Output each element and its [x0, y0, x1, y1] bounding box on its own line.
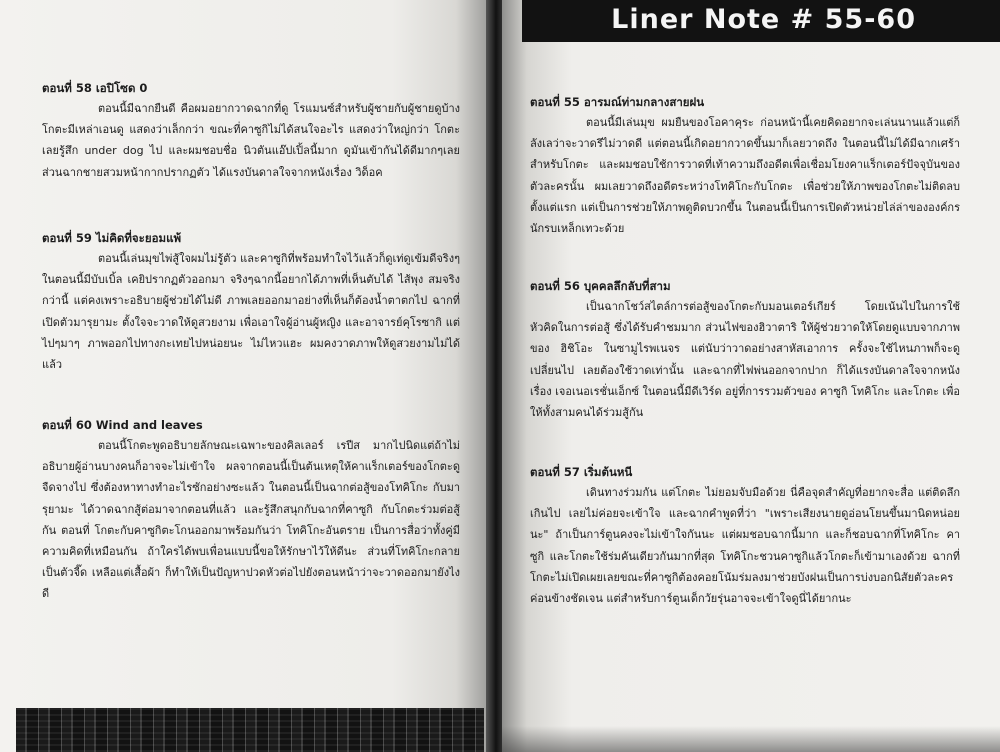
- section-title: ตอนที่ 57 เริ่มต้นหนี: [530, 465, 633, 479]
- section-title: ตอนที่ 55 อารมณ์ท่ามกลางสายฝน: [530, 95, 705, 109]
- section-body: เดินทางร่วมกัน แต่โกตะ ไม่ยอมจับมือด้วย นี่คือจุดสำคัญที่อยากจะสื่อ แต่ติดลึกเกินไป เลยไม่ค่อยจะเข้าใจ และฉากคำพูดที่ว่า "เพราะเสียงนายดูอ่อนโยนขึ้นมานิดหน่อยนะ" ถ้าเป็นการ์ตูนคงจะไม่เข้าใจกันนะ แต่ผมชอบฉากนี้มาก และก็ชอบฉากที่โทคิโกะ คาซูกิ และโกตะใช้ร่มคันเดียวกันมากที่สุด โทคิโกะชวนคาซูกิแล้วโกตะก็เข้ามาเองด้วย ฉากที่โกตะไม่เปิดเผยเลยขณะที่คาซูกิต้องคอยโน้มร่มลงมาช่วยบังฝนเป็นการบ่งบอกนิสัยตัวละครค่อนข้างชัดเจน แต่สำหรับการ์ตูนเด็กวัยรุ่นอาจจะเข้าใจดูนี่ได้ยากนะ: [530, 486, 960, 606]
- bottom-film-strip: [16, 708, 484, 752]
- section-body: ตอนนี้มีฉากยืนดี คือผมอยากวาดฉากที่ดู โรแมนซ์สำหรับผู้ชายกับผู้ชายดูบ้าง โกตะมีเหล่าเอนดู แสดงว่าเล็กกว่า ขณะที่คาซูกิไม่ได้สนใจอะไร แสดงว่าใหญ่กว่า โกตะเลยรู้สึก under dog ไป และผมชอบชื่อ นิวตันแอ๊ปเปิ้ลนี้มาก ดูมันเข้ากันได้ดีมากๆเลย ส่วนฉากชายสวมหน้ากากปรากฏตัว ได้แรงบันดาลใจจากหนังเรื่อง วิด็อค: [42, 102, 460, 179]
- section-episode-55: [530, 92, 960, 239]
- section-episode-60: [42, 415, 460, 605]
- section-title: ตอนที่ 58 เอปิโซด 0: [42, 81, 148, 95]
- left-page: [0, 0, 490, 752]
- section-episode-58: [42, 78, 460, 183]
- page-title: Liner Note # 55-60: [611, 4, 916, 35]
- section-body: ตอนนี้มีเล่นมุข ผมยืนของโอคาคุระ ก่อนหน้านี้เคยคิดอยากจะเล่นนานแล้วแต่ก็ลังเลว่าจะวาดรึไม่วาดดี แต่ตอนนี้เกิดอยากวาดขึ้นมาก็เลยวาดถึง ในตอนนี้ไม่ได้มีฉากเศร้าสำหรับโกตะ และผมชอบใช้การวาดที่เท้าความถึงอดีตเพื่อเชื่อมโยงคาแร็กเตอร์ปัจจุบันของตัวละครนั้น ผมเลยวาดถึงอดีตระหว่างโทคิโกะกับโกตะ เพื่อช่วยให้ภาพของโกตะไม่ติดลบตั้งแต่แรก แต่เป็นการช่วยให้ภาพดูติดบวกขึ้น ในตอนนี้เป็นการเปิดตัวหน่วยไล่ล่าขององค์กรนักรบเหล็กเทวะด้วย: [530, 116, 960, 236]
- page-shadow: [502, 726, 1000, 752]
- section-body: เป็นฉากโชว์สไตล์การต่อสู้ของโกตะกับมอนเตอร์เกียร์ โดยเน้นไปในการใช้หัวคิดในการต่อสู้ ซึ่งได้รับคำชมมาก ส่วนไฟของฮิวาตาริ ให้ผู้ช่วยวาดให้โดยดูแบบจากภาพของ ฮิชิโอะ ในซามูไรพเนจร แต่นับว่าวาดอย่างสาหัสเอาการ ครั้งจะใช้ไหนภาพก็จะดูเปลี่ยนไป เลยต้องใช้วาดเท่านั้น และฉากที่ไฟพ่นออกจากปาก ก็ได้แรงบันดาลใจจากหนังเรื่อง เจอเนอเรชั่นเอ็กซ์ ในตอนนี้มีดีเวิร์ด อยู่ที่การรวมตัวของ คาซูกิ โทคิโกะ และโกตะ เพื่อให้ทั้งสามคนได้ร่วมสู้กัน: [530, 300, 960, 420]
- section-title: ตอนที่ 56 บุคคลลึกลับที่สาม: [530, 279, 671, 293]
- right-page: [502, 0, 1000, 752]
- section-episode-59: [42, 228, 460, 375]
- header-bar: [522, 0, 1000, 42]
- section-episode-56: [530, 276, 960, 423]
- section-title: ตอนที่ 60 Wind and leaves: [42, 418, 203, 432]
- section-body: ตอนนี้โกตะพูดอธิบายลักษณะเฉพาะของคิลเลอร์ เรปีส มากไปนิดแต่ถ้าไม่อธิบายผู้อ่านบางคนก็อาจจะไม่เข้าใจ ผลจากตอนนี้เป็นต้นเหตุให้คาแร็กเตอร์ของโกตะดูจืดจางไป ซึ่งต้องหาทางทำอะไรซักอย่างซะแล้ว ในตอนนี้เป็นฉากต่อสู้ของโทคิโกะ กับมารุยามะ ได้วาดฉากสู้ต่อมาจากตอนที่แล้ว และรู้สึกสนุกกับฉากที่คาซูกิ กับโกตะร่วมต่อสู้กัน ตอนที่ โกตะกับคาซูกิตะโกนออกมาพร้อมกันว่า โทคิโกะอันตราย เป็นการสื่อว่าทั้งคู่มีความคิดที่เหมือนกัน ถ้าใครได้พบเพื่อนแบบนี้ขอให้รักษาไว้ให้ดีนะ ส่วนที่โทคิโกะกลายเป็นตัวจี๊ด เหลือแต่เสื้อผ้า ก็ทำให้เป็นปัญหาปวดหัวต่อไปยังตอนหน้าว่าจะวาดออกมายังไงดี: [42, 439, 460, 601]
- section-body: ตอนนี้เล่นมุขไพ่สู้ใจผมไม่รู้ตัว และคาซูกิที่พร้อมทำใจไว้แล้วก็ดูเท่ดูเข้มดีจริงๆ ในตอนนี้มีบับเบิ้ล เคยิปรากฏตัวออกมา จริงๆฉากนี้อยากได้ภาพที่เห็นตับได้ ไส้พุง สมจริงกว่านี้ แต่คงเพราะอธิบายผู้ช่วยได้ไม่ดี ภาพเลยออกมาอย่างที่เห็นก็ต้องน้ำตาตกไป ฉากที่เปิดตัวมารุยามะ ตั้งใจจะวาดให้ดูสวยงาม เพื่อเอาใจผู้อ่านผู้หญิง และอาจารย์คุโรซากิ แต่ไปๆมาๆ ภาพออกไปทางกะเทยไปหน่อยนะ ไม่ไหวแฮะ ผมคงวาดภาพให้ดูสวยงามไม่ได้แล้ว: [42, 252, 460, 372]
- section-episode-57: [530, 462, 960, 609]
- section-title: ตอนที่ 59 ไม่คิดที่จะยอมแพ้: [42, 231, 182, 245]
